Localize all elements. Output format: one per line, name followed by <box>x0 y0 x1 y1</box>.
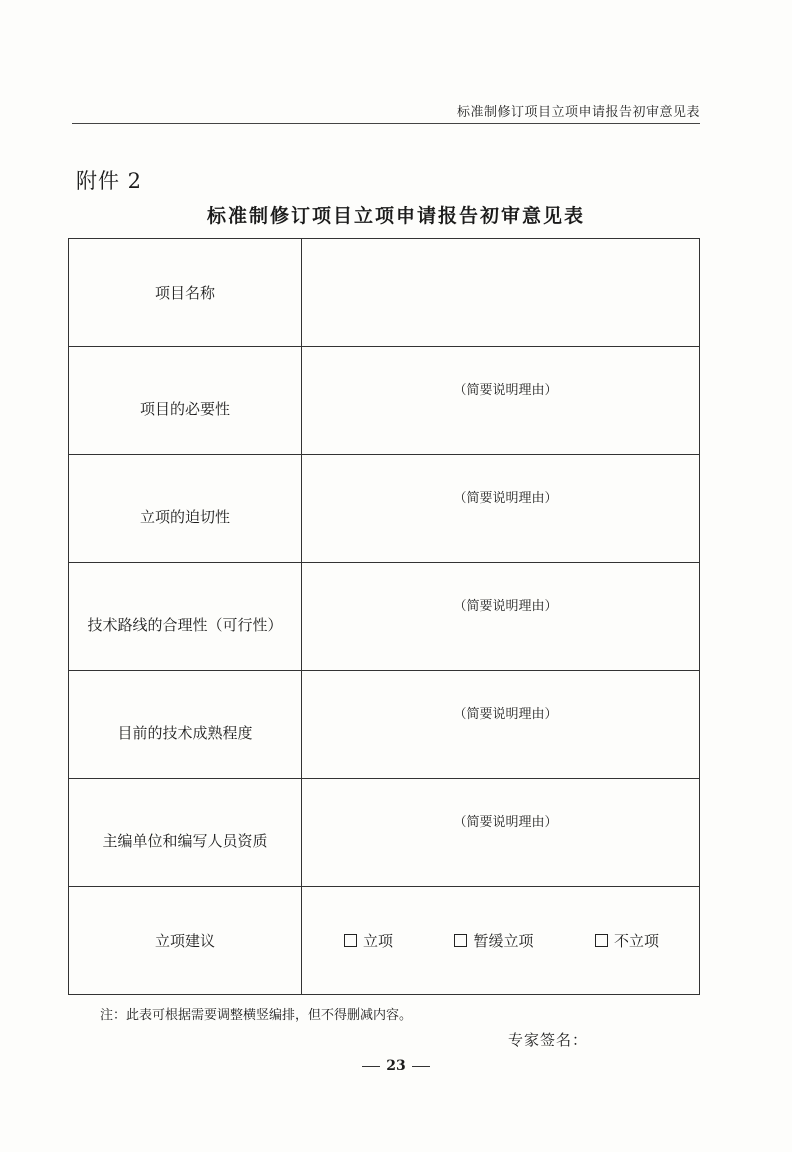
option-approve[interactable] <box>344 930 393 951</box>
row-hint: （简要说明理由） <box>453 599 558 614</box>
option-label: 不立项 <box>613 932 659 950</box>
page-number-footer <box>0 1058 792 1074</box>
row-label-cell <box>69 347 302 455</box>
row-hint: （简要说明理由） <box>453 815 558 830</box>
form-row-qualification <box>69 779 700 887</box>
header-rule <box>72 123 700 124</box>
form-row-feasibility <box>69 563 700 671</box>
option-reject[interactable] <box>595 930 659 951</box>
feasibility-field[interactable] <box>302 563 700 671</box>
checkbox-icon[interactable] <box>595 934 608 947</box>
row-label-cell <box>69 779 302 887</box>
page-number: 23 <box>386 1058 406 1074</box>
option-postpone[interactable] <box>454 930 533 951</box>
form-row-maturity <box>69 671 700 779</box>
row-label-cell <box>69 671 302 779</box>
form-row-project-name <box>69 239 700 347</box>
row-hint: （简要说明理由） <box>453 491 558 506</box>
row-hint: （简要说明理由） <box>453 707 558 722</box>
necessity-field[interactable] <box>302 347 700 455</box>
form-row-urgency <box>69 455 700 563</box>
row-label: 立项的迫切性 <box>139 508 230 526</box>
row-label: 项目的必要性 <box>139 400 230 418</box>
running-header-title: 标准制修订项目立项申请报告初审意见表 <box>456 105 700 120</box>
option-label: 暂缓立项 <box>473 932 534 950</box>
qualification-field[interactable] <box>302 779 700 887</box>
expert-signature-label: 专家签名： <box>508 1031 589 1049</box>
row-hint: （简要说明理由） <box>453 383 558 398</box>
form-row-necessity <box>69 347 700 455</box>
decision-options-cell <box>302 887 700 995</box>
project-name-field[interactable] <box>302 239 700 347</box>
dash-left <box>362 1066 380 1067</box>
row-label-cell <box>69 455 302 563</box>
option-label: 立项 <box>363 932 394 950</box>
maturity-field[interactable] <box>302 671 700 779</box>
row-label-cell <box>69 563 302 671</box>
form-row-decision <box>69 887 700 995</box>
row-label: 主编单位和编写人员资质 <box>102 832 268 850</box>
dash-right <box>412 1066 430 1067</box>
form-note: 注：此表可根据需要调整横竖编排，但不得删减内容。 <box>100 1008 413 1023</box>
review-form-table <box>68 238 700 995</box>
decision-label-cell <box>69 887 302 995</box>
row-label-cell <box>69 239 302 347</box>
urgency-field[interactable] <box>302 455 700 563</box>
row-label: 技术路线的合理性（可行性） <box>87 616 283 634</box>
row-label: 项目名称 <box>154 284 215 302</box>
decision-options <box>302 930 699 951</box>
attachment-label: 附件 2 <box>76 169 143 193</box>
checkbox-icon[interactable] <box>454 934 467 947</box>
decision-label: 立项建议 <box>154 932 215 950</box>
row-hint <box>496 239 506 271</box>
form-title: 标准制修订项目立项申请报告初审意见表 <box>206 205 585 227</box>
checkbox-icon[interactable] <box>344 934 357 947</box>
row-label: 目前的技术成熟程度 <box>117 724 253 742</box>
